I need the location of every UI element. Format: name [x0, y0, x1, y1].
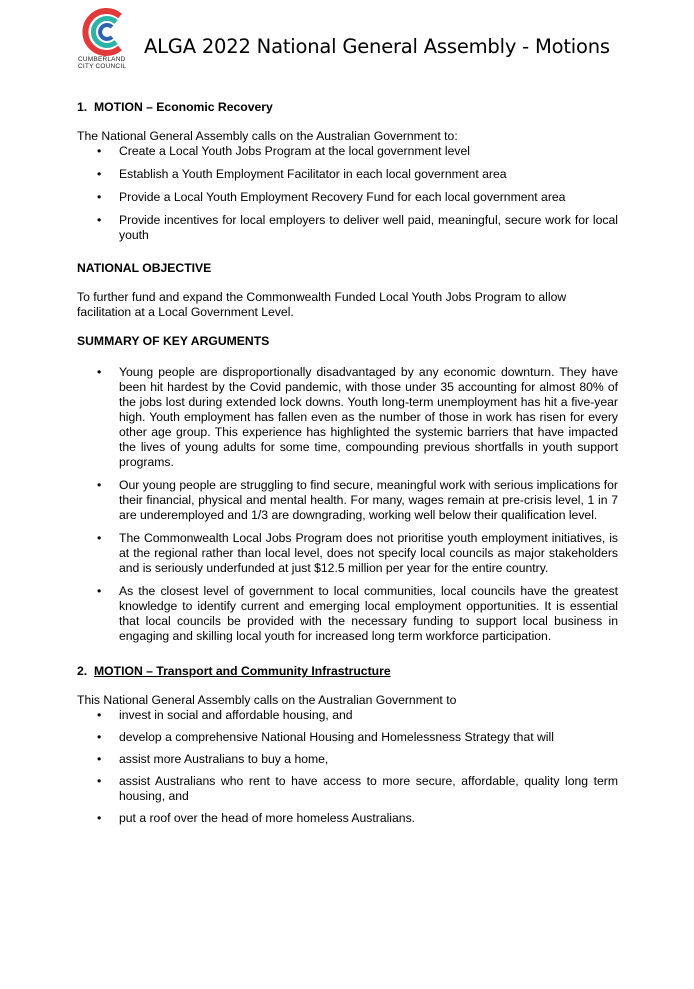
document-body: [77, 100, 618, 826]
list-item: • Young people are disproportionally disadvantaged by any economic downturn. They have been hit hardest by the Covid pandemic, with those under 35 accounting for almost 80% of the jobs lost during extended lock downs. Youth long-term unemployment has hit a five-year high. Youth employment has fallen even as the number of those in work has risen for every other age group. This experience has highlighted the systemic barriers that have impacted the lives of young adults for some time, compounding previous shortfalls in youth support programs.: [77, 365, 618, 470]
list-item: • The Commonwealth Local Jobs Program does not prioritise youth employment initiatives, is at the regional rather than local level, does not specify local councils as major stakeholders and is seriously underfunded at just $12.5 million per year for the entire country.: [77, 531, 618, 576]
council-logo: [78, 6, 136, 70]
objective-heading: NATIONAL OBJECTIVE: [77, 261, 212, 275]
arguments-list: [77, 365, 618, 644]
motion2-intro: This National General Assembly calls on the Australian Government to: [77, 693, 457, 707]
list-item: • develop a comprehensive National Housing and Homelessness Strategy that will: [77, 730, 618, 745]
list-item: • Provide incentives for local employers to deliver well paid, meaningful, secure work for local youth: [77, 213, 618, 243]
list-item: • Establish a Youth Employment Facilitator in each local government area: [77, 167, 618, 182]
motion1-heading: 1. MOTION – Economic Recovery: [77, 100, 273, 114]
motion2-heading: 2. MOTION – Transport and Community Infrastructure: [77, 664, 391, 678]
list-item: • As the closest level of government to local communities, local councils have the greatest knowledge to identify current and emerging local employment opportunities. It is essential that local councils be provided with the necessary funding to support local business in engaging and skilling local youth for increased long term workforce participation.: [77, 584, 618, 644]
list-item: • put a roof over the head of more homeless Australians.: [77, 811, 618, 826]
logo-wordmark: CUMBERLAND CITY COUNCIL: [78, 56, 127, 70]
motion1-list: [77, 144, 618, 243]
list-item: • assist Australians who rent to have access to more secure, affordable, quality long term housing, and: [77, 774, 618, 804]
list-item: • assist more Australians to buy a home,: [77, 752, 618, 767]
cumberland-logo-icon: [80, 6, 130, 58]
list-item: • Create a Local Youth Jobs Program at the local government level: [77, 144, 618, 159]
arguments-heading: SUMMARY OF KEY ARGUMENTS: [77, 334, 270, 348]
list-item: • Our young people are struggling to find secure, meaningful work with serious implications for their financial, physical and mental health. For many, wages remain at pre-crisis level, 1 in 7 are underemployed and 1/3 are downgrading, working well below their qualification level.: [77, 478, 618, 523]
list-item: • Provide a Local Youth Employment Recovery Fund for each local government area: [77, 190, 618, 205]
motion1-intro: The National General Assembly calls on the Australian Government to:: [77, 129, 458, 143]
page-title: ALGA 2022 National General Assembly - Motions: [144, 35, 610, 58]
list-item: • invest in social and affordable housing, and: [77, 708, 618, 723]
motion2-list: [77, 708, 618, 826]
objective-text: To further fund and expand the Commonwealth Funded Local Youth Jobs Program to allow facilitation at a Local Government Level.: [77, 290, 567, 319]
